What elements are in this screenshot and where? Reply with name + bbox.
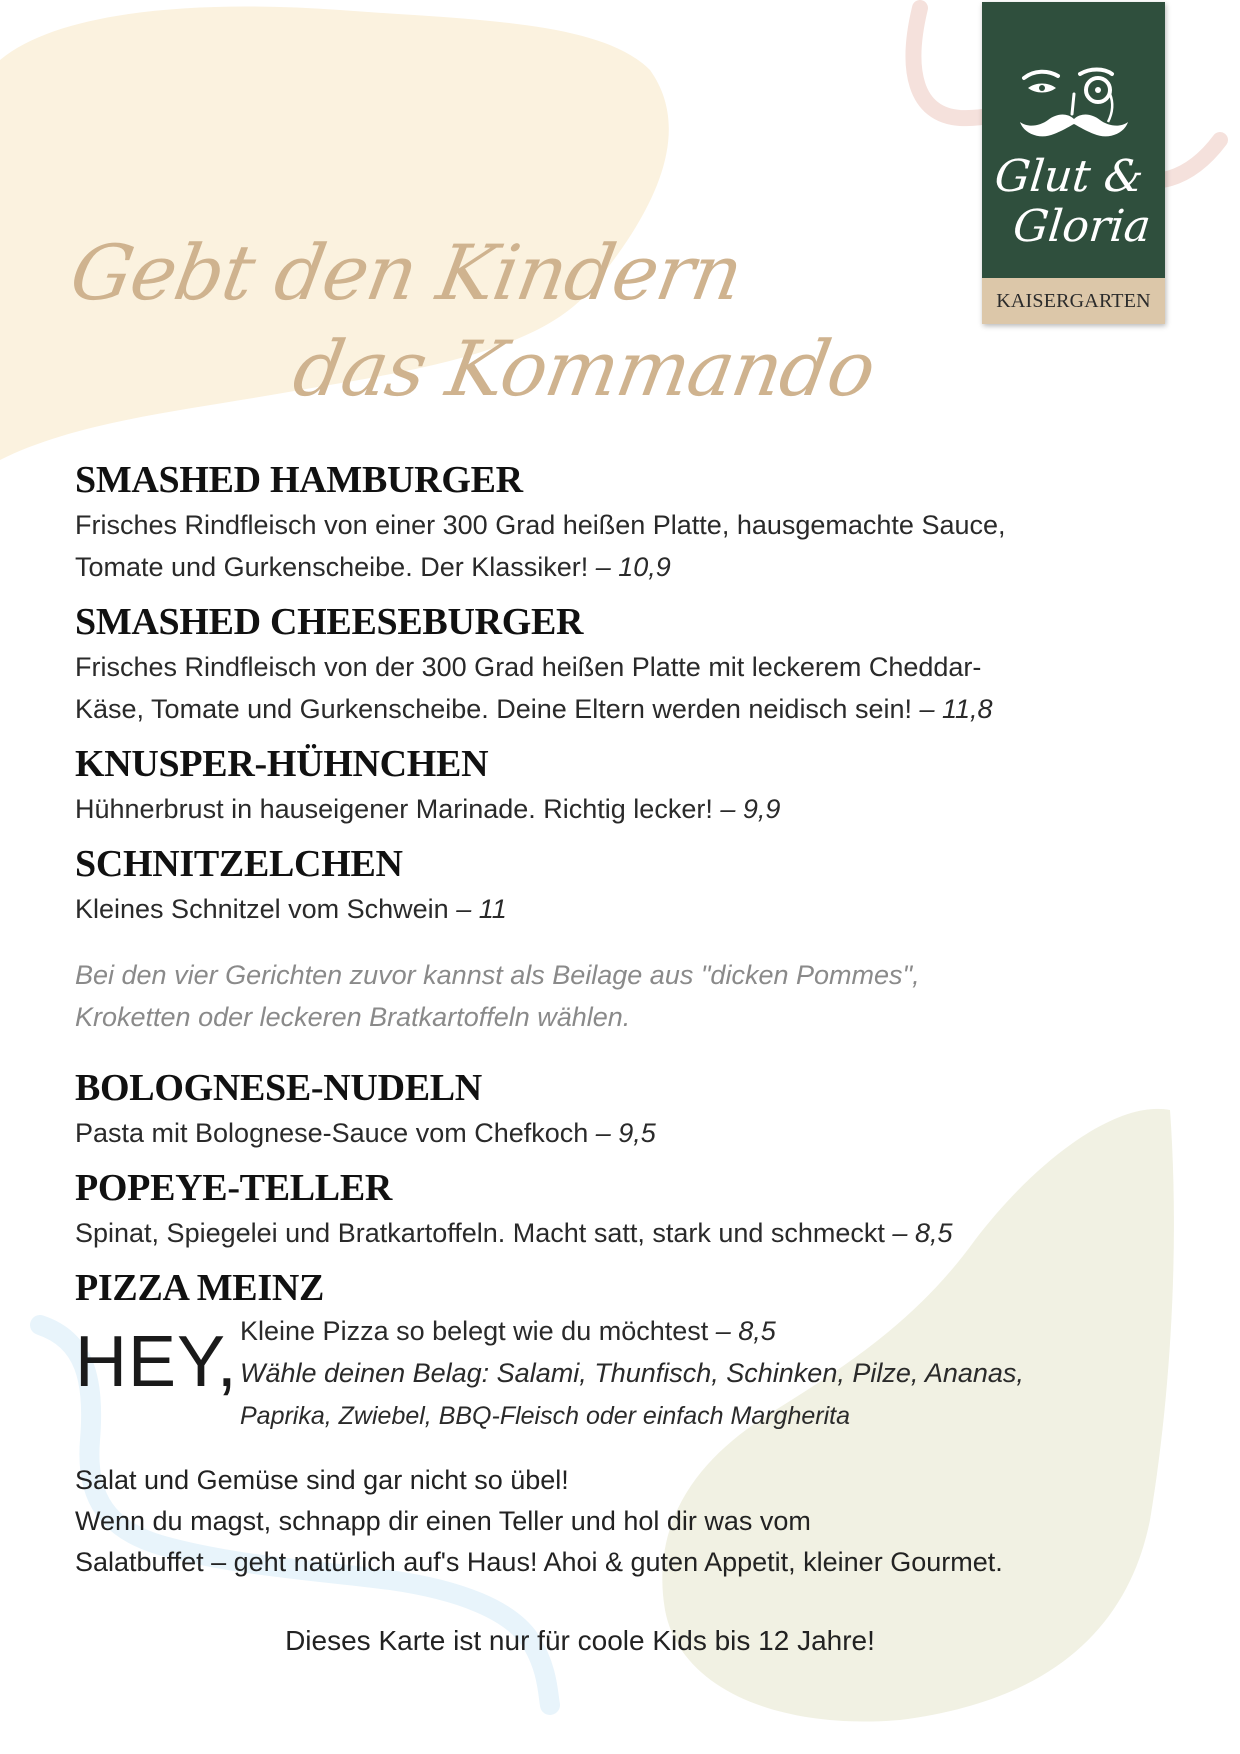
menu-item bbox=[75, 600, 1035, 730]
description-line: Frisches Rindfleisch von der 300 Grad heißen Platte mit leckerem Cheddar- bbox=[75, 652, 982, 682]
menu-item-title: SCHNITZELCHEN bbox=[75, 843, 403, 885]
description-line: Spinat, Spiegelei und Bratkartoffeln. Macht satt, stark und schmeckt bbox=[75, 1218, 885, 1248]
menu-item-description bbox=[75, 1112, 1035, 1154]
description-line: Kleines Schnitzel vom Schwein bbox=[75, 894, 449, 924]
menu-item-title: SMASHED CHEESEBURGER bbox=[75, 601, 584, 643]
pizza-description bbox=[240, 1310, 1040, 1437]
salad-line: Salat und Gemüse sind gar nicht so übel! bbox=[75, 1465, 569, 1495]
toppings-line: Paprika, Zwiebel, BBQ-Fleisch oder einfach Margherita bbox=[240, 1402, 850, 1430]
description-line: Käse, Tomate und Gurkenscheibe. Deine Eltern werden neidisch sein! bbox=[75, 694, 912, 724]
menu-item-price: – 11 bbox=[448, 894, 507, 924]
monocle-mustache-icon bbox=[1014, 64, 1134, 148]
age-limit-footer: Dieses Karte ist nur für coole Kids bis 12 Jahre! bbox=[285, 1625, 875, 1656]
hey-callout: HEY, bbox=[75, 1322, 238, 1402]
menu-item bbox=[75, 458, 1035, 588]
logo-location-label: KAISERGARTEN bbox=[982, 278, 1165, 324]
menu-item-description bbox=[240, 1310, 1040, 1437]
menu-item-price: – 8,5 bbox=[708, 1316, 776, 1346]
menu-item-description bbox=[75, 788, 1035, 830]
description-line: Frisches Rindfleisch von einer 300 Grad heißen Platte, hausgemachte Sauce, bbox=[75, 510, 1006, 540]
headline-line-2: das Kommando bbox=[287, 324, 882, 413]
menu-item-description bbox=[75, 888, 1035, 930]
logo-line-1: Glut & bbox=[992, 151, 1147, 202]
menu-item-price: – 8,5 bbox=[884, 1218, 953, 1248]
salad-buffet-note bbox=[75, 1460, 1035, 1583]
menu-item-price: – 9,5 bbox=[588, 1118, 656, 1148]
menu-item-description bbox=[75, 646, 1035, 730]
logo-wordmark bbox=[977, 152, 1171, 252]
menu-headline bbox=[64, 228, 882, 428]
menu-item-title: BOLOGNESE-NUDELN bbox=[75, 1067, 482, 1109]
description-line: Pasta mit Bolognese-Sauce vom Chefkoch bbox=[75, 1118, 589, 1148]
menu-item-description bbox=[75, 504, 1035, 588]
restaurant-logo bbox=[982, 2, 1165, 324]
menu-item-title: POPEYE-TELLER bbox=[75, 1167, 393, 1209]
headline-line-1: Gebt den Kindern bbox=[64, 228, 749, 317]
menu-item-title: PIZZA MEINZ bbox=[75, 1267, 325, 1309]
menu-item bbox=[75, 1066, 1035, 1154]
description-line: Kleine Pizza so belegt wie du möchtest bbox=[240, 1316, 709, 1346]
menu-item bbox=[75, 742, 1035, 830]
menu-section-secondary bbox=[75, 1066, 1035, 1482]
side-dish-note bbox=[75, 954, 1035, 1038]
note-line: Bei den vier Gerichten zuvor kannst als Beilage aus "dicken Pommes", bbox=[75, 960, 920, 990]
logo-green-panel bbox=[982, 2, 1165, 278]
menu-item-title: SMASHED HAMBURGER bbox=[75, 459, 523, 501]
menu-item-price: – 9,9 bbox=[712, 794, 781, 824]
description-line: Tomate und Gurkenscheibe. Der Klassiker! bbox=[75, 552, 589, 582]
menu-item-pizza bbox=[75, 1266, 1035, 1470]
pizza-details bbox=[75, 1310, 1035, 1470]
menu-item-price: – 11,8 bbox=[912, 694, 993, 724]
menu-item-price: – 10,9 bbox=[588, 552, 671, 582]
menu-item bbox=[75, 1166, 1035, 1254]
salad-line: Wenn du magst, schnapp dir einen Teller und hol dir was vom bbox=[75, 1506, 811, 1536]
salad-line: Salatbuffet – geht natürlich auf's Haus! Ahoi & guten Appetit, kleiner Gourmet. bbox=[75, 1547, 1003, 1577]
note-line: Kroketten oder leckeren Bratkartoffeln wählen. bbox=[75, 1002, 631, 1032]
menu-item-title: KNUSPER-HÜHNCHEN bbox=[75, 743, 489, 785]
logo-line-2: Gloria bbox=[1010, 201, 1154, 252]
description-line: Hühnerbrust in hauseigener Marinade. Richtig lecker! bbox=[75, 794, 713, 824]
menu-section-main bbox=[75, 458, 1035, 1038]
toppings-line: Wähle deinen Belag: Salami, Thunfisch, Schinken, Pilze, Ananas, bbox=[240, 1358, 1024, 1388]
menu-item bbox=[75, 842, 1035, 930]
menu-item-description bbox=[75, 1212, 1035, 1254]
